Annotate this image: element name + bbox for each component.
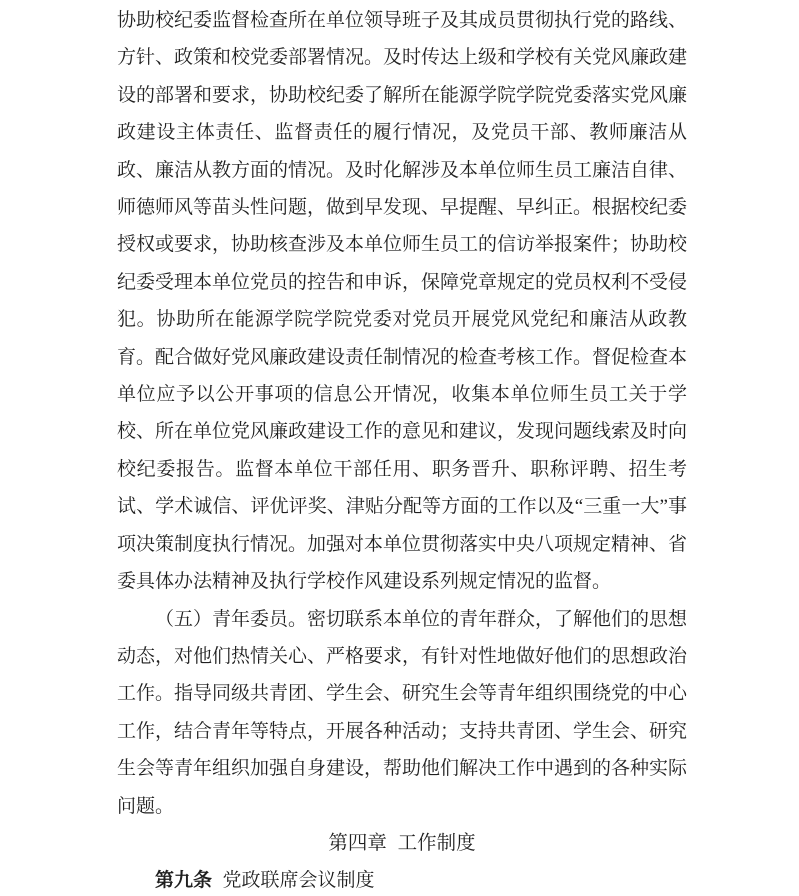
article-heading bbox=[117, 862, 687, 896]
paragraph-discipline-duties: 协助校纪委监督检查所在单位领导班子及其成员贯彻执行党的路线、方针、政策和校党委部署情况。及时传达上级和学校有关党风廉政建设的部署和要求，协助校纪委了解所在能源学院学院党委落实党风廉政建设主体责任、监督责任的履行情况，及党员干部、教师廉洁从政、廉洁从教方面的情况。及时化解涉及本单位师生员工廉洁自律、师德师风等苗头性问题，做到早发现、早提醒、早纠正。根据校纪委授权或要求，协助核查涉及本单位师生员工的信访举报案件；协助校纪委受理本单位党员的控告和申诉，保障党章规定的党员权利不受侵犯。协助所在能源学院学院党委对党员开展党风党纪和廉洁从政教育。配合做好党风廉政建设责任制情况的检查考核工作。督促检查本单位应予以公开事项的信息公开情况，收集本单位师生员工关于学校、所在单位党风廉政建设工作的意见和建议，发现问题线索及时向校纪委报告。监督本单位干部任用、职务晋升、职称评聘、招生考试、学术诚信、评优评奖、津贴分配等方面的工作以及“三重一大”事项决策制度执行情况。加强对本单位贯彻落实中央八项规定精神、省委具体办法精神及执行学校作风建设系列规定情况的监督。 bbox=[117, 10, 688, 593]
article-title: 党政联席会议制度 bbox=[222, 870, 375, 892]
chapter-number: 第四章 bbox=[328, 832, 387, 854]
chapter-title: 工作制度 bbox=[397, 832, 476, 854]
chapter-heading bbox=[117, 825, 687, 862]
paragraph-youth-committee: （五）青年委员。密切联系本单位的青年群众，了解他们的思想动态，对他们热情关心、严格要求，有针对性地做好他们的思想政治工作。指导同级共青团、学生会、研究生会等青年组织围绕党的中心工作，结合青年等特点，开展各种活动；支持共青团、学生会、研究生会等青年组织加强自身建设，帮助他们解决工作中遇到的各种实际问题。 bbox=[117, 608, 688, 817]
article-number: 第九条 bbox=[155, 870, 213, 892]
